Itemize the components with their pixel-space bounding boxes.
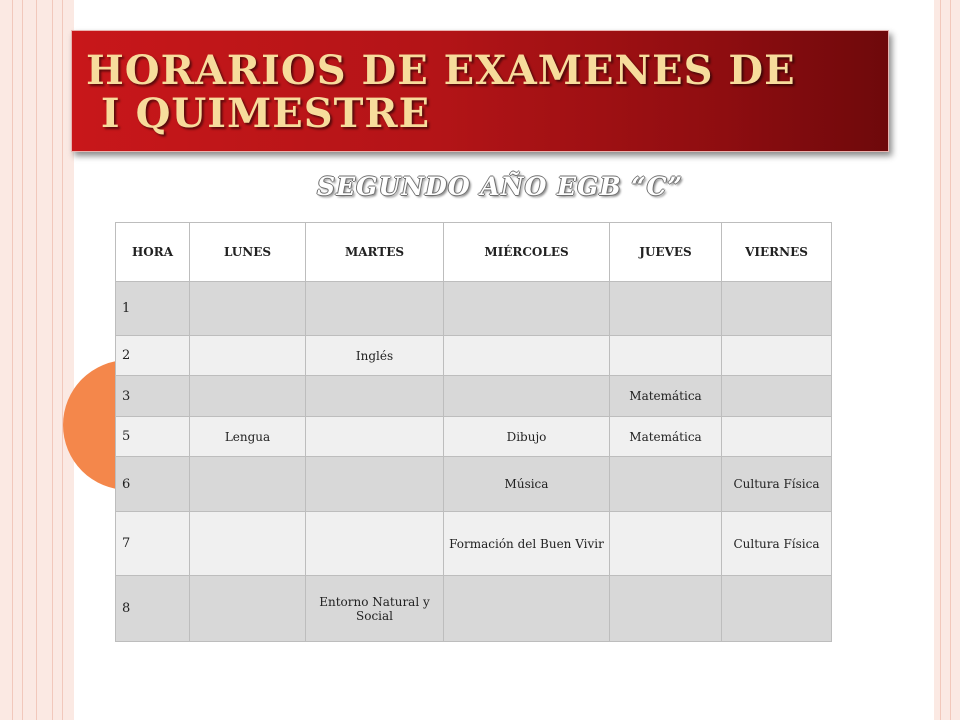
table-row (116, 576, 832, 642)
table-row (116, 457, 832, 512)
table-cell (190, 457, 306, 512)
table-cell: Inglés (306, 336, 444, 376)
decor-line (950, 0, 951, 720)
header-viernes: VIERNES (722, 223, 832, 282)
table-cell: Música (444, 457, 610, 512)
table-cell (444, 576, 610, 642)
table-cell: Formación del Buen Vivir (444, 512, 610, 576)
table-cell (444, 282, 610, 336)
table-cell (610, 336, 722, 376)
table-cell (722, 417, 832, 457)
exam-schedule-table (115, 222, 832, 642)
table-cell (610, 457, 722, 512)
table-cell (306, 457, 444, 512)
table-row (116, 282, 832, 336)
table-cell (444, 336, 610, 376)
hora-cell: 5 (116, 417, 190, 457)
table-cell: Entorno Natural y Social (306, 576, 444, 642)
table-cell: Dibujo (444, 417, 610, 457)
table-cell (190, 512, 306, 576)
table-cell (190, 376, 306, 417)
left-decor-strip (0, 0, 74, 720)
decor-line (940, 0, 941, 720)
table-cell: Lengua (190, 417, 306, 457)
header-jueves: JUEVES (610, 223, 722, 282)
hora-cell: 1 (116, 282, 190, 336)
subtitle: SEGUNDO AÑO EGB “C” (317, 172, 683, 201)
table-cell: Cultura Física (722, 512, 832, 576)
page-title: HORARIOS DE EXAMENES DE I QUIMESTRE (86, 47, 796, 137)
table-cell (190, 576, 306, 642)
table-cell (306, 376, 444, 417)
table-cell: Cultura Física (722, 457, 832, 512)
table-cell (190, 282, 306, 336)
header-martes: MARTES (306, 223, 444, 282)
table-cell (444, 376, 610, 417)
hora-cell: 2 (116, 336, 190, 376)
table-cell (722, 282, 832, 336)
title-banner (71, 30, 889, 152)
decor-line (12, 0, 13, 720)
hora-cell: 6 (116, 457, 190, 512)
table-row (116, 336, 832, 376)
right-decor-strip (934, 0, 960, 720)
decor-line (22, 0, 23, 720)
table-cell (610, 576, 722, 642)
hora-cell: 8 (116, 576, 190, 642)
table-row (116, 417, 832, 457)
table-cell (610, 512, 722, 576)
decor-line (52, 0, 53, 720)
hora-cell: 3 (116, 376, 190, 417)
header-miercoles: MIÉRCOLES (444, 223, 610, 282)
table-cell: Matemática (610, 417, 722, 457)
table-cell (190, 336, 306, 376)
table-cell (722, 336, 832, 376)
table-row (116, 376, 832, 417)
hora-cell: 7 (116, 512, 190, 576)
table-cell: Matemática (610, 376, 722, 417)
table-cell (722, 576, 832, 642)
decor-line (62, 0, 63, 720)
table-cell (306, 417, 444, 457)
table-cell (722, 376, 832, 417)
header-hora: HORA (116, 223, 190, 282)
table-cell (610, 282, 722, 336)
header-lunes: LUNES (190, 223, 306, 282)
table-row (116, 512, 832, 576)
table-header-row (116, 223, 832, 282)
decor-line (36, 0, 37, 720)
table-cell (306, 282, 444, 336)
table-cell (306, 512, 444, 576)
